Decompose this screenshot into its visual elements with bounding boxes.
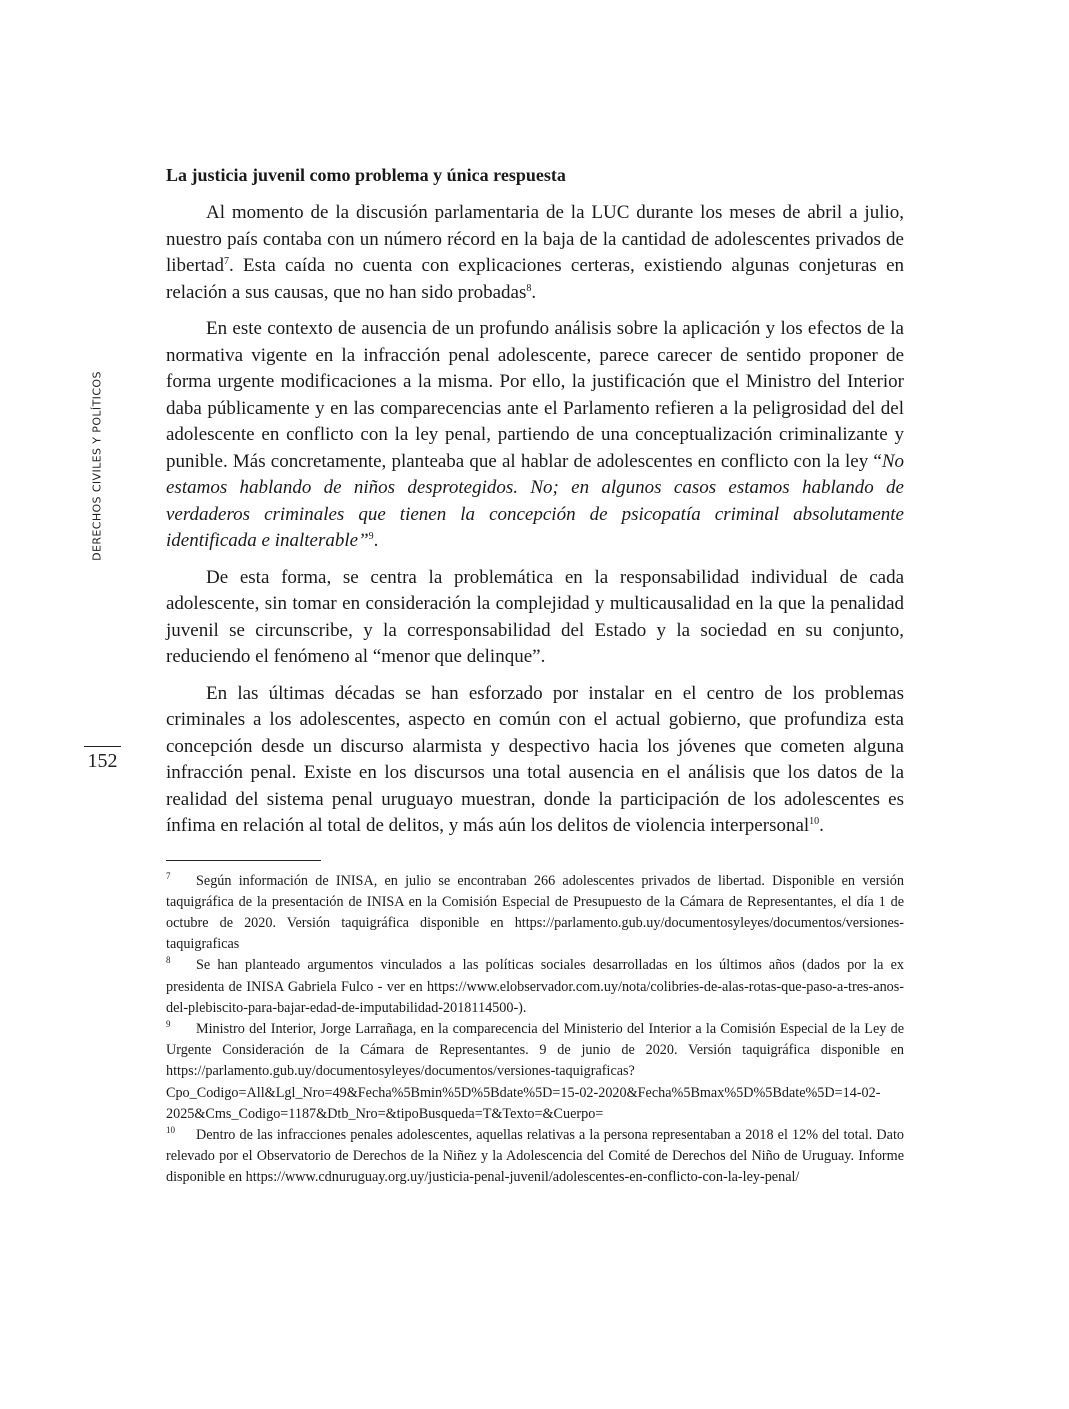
page-number-rule <box>84 746 121 747</box>
paragraph-text: De esta forma, se centra la problemática en la responsabilidad individual de cada adolescente, sin tomar en consideración la complejidad y multicausalidad en la que la penalidad juvenil se circunscribe, y la corresponsabilidad del Estado y la sociedad en su conjunto, reduciendo el fenómeno al “menor que delinque”. <box>166 566 904 667</box>
page-body <box>166 158 904 1189</box>
footnote-text: Se han planteado argumentos vinculados a las políticas sociales desarrolladas en los últimos años (dados por la ex presidenta de INISA Gabriela Fulco - ver en https://www.elobservador.com.uy/nota/colibries-de-alas-rotas-que-paso-a-tres-anos-del-plebiscito-para-bajar-edad-de-imputabilidad-2018114500-). <box>166 957 904 1016</box>
paragraph-text: . <box>819 815 824 836</box>
footnote-ref-9[interactable]: 9 <box>368 531 374 542</box>
paragraph-text: En las últimas décadas se han esforzado por instalar en el centro de los problemas criminales a los adolescentes, aspecto en común con el actual gobierno, que profundiza esta concepción desde un discurso alarmista y despectivo hacia los jóvenes que cometen alguna infracción penal. Existe en los discursos una total ausencia en el análisis que los datos de la realidad del sistema penal uruguayo muestran, donde la participación de los adolescentes es ínfima en relación al total de delitos, y más aún los delitos de violencia interpersonal <box>166 682 904 836</box>
page-number: 152 <box>87 750 118 772</box>
footnote-text: Dentro de las infracciones penales adolescentes, aquellas relativas a la persona representaban a 2018 el 12% del total. Dato relevado por el Observatorio de Derechos de la Niñez y la Adolescencia del Comité de Derechos del Niño de Uruguay. Informe disponible en https://www.cdnuruguay.org.uy/justicia-penal-juvenil/adolescentes-en-conflicto-con-la-ley-penal/ <box>166 1126 904 1186</box>
footnote-9: 9 Ministro del Interior, Jorge Larrañaga, en la comparecencia del Ministerio del Interior a la Comisión Especial de la Ley de Urgente Consideración de la Cámara de Representantes. 9 de junio de 2020. Versión taquigráfica disponible en https://parlamento.gub.uy/documentosyleyes/documentos/versiones-taquigraficas?Cpo_Codigo=All&Lgl_Nro=49&Fecha%5Bmin%5D%5Bdate%5D=15-02-2020&Fecha%5Bmax%5D%5Bdate%5D=14-02-2025&Cms_Codigo=1187&Dtb_Nro=&tipoBusqueda=T&Texto=&Cuerpo= <box>166 1018 904 1122</box>
paragraph-3 <box>166 565 904 671</box>
footnote-ref-7[interactable]: 7 <box>224 256 230 267</box>
quoted-statement: No estamos hablando de niños desprotegidos. No; en algunos casos estamos hablando de verdaderos criminales que tienen la concepción de psicopatía criminal absolutamente identificada e inalterable” <box>166 450 904 551</box>
footnote-10: 10 Dentro de las infracciones penales adolescentes, aquellas relativas a la persona representaban a 2018 el 12% del total. Dato relevado por el Observatorio de Derechos de la Niñez y la Adolescencia del Comité de Derechos del Niño de Uruguay. Informe disponible en https://www.cdnuruguay.org.uy/justicia-penal-juvenil/adolescentes-en-conflicto-con-la-ley-penal/ <box>166 1124 904 1186</box>
paragraph-2 <box>166 316 904 555</box>
section-heading: La justicia juvenil como problema y única respuesta <box>166 165 566 185</box>
paragraph-text: . <box>531 281 537 303</box>
footnote-text: Ministro del Interior, Jorge Larrañaga, en la comparecencia del Ministerio del Interior a la Comisión Especial de la Ley de Urgente Consideración de la Cámara de Representantes. 9 de junio de 2020. Versión taquigráfica disponible en https://parlamento.gub.uy/documentosyleyes/documentos/versiones-taquigraficas?Cpo_Codigo=All&Lgl_Nro=49&Fecha%5Bmin%5D%5Bdate%5D=15-02-2020&Fecha%5Bmax%5D%5Bdate%5D=14-02-2025&Cms_Codigo=1187&Dtb_Nro=&tipoBusqueda=T&Texto=&Cuerpo= <box>166 1020 904 1122</box>
footnote-8: 8 Se han planteado argumentos vinculados a las políticas sociales desarrolladas en los últimos años (dados por la ex presidenta de INISA Gabriela Fulco - ver en https://www.elobservador.com.uy/nota/colibries-de-alas-rotas-que-paso-a-tres-anos-del-plebiscito-para-bajar-edad-de-imputabilidad-2018114500-). <box>166 955 904 1016</box>
paragraph-text: En este contexto de ausencia de un profundo análisis sobre la aplicación y los efectos de la normativa vigente en la infracción penal adolescente, parece carecer de sentido proponer de forma urgente modificaciones a la misma. Por ello, la justificación que el Ministro del Interior daba públicamente y en las comparecencias ante el Parlamento refieren a la peligrosidad del del adolescente en conflicto con la ley penal, partiendo de una conceptualización criminalizante y punible. Más concretamente, planteaba que al hablar de adolescentes en conflicto con la ley “ <box>166 318 904 472</box>
footnote-ref-8[interactable]: 8 <box>526 282 532 294</box>
footnote-ref-10[interactable]: 10 <box>809 816 820 827</box>
footnote-7: 7 Según información de INISA, en julio se encontraban 266 adolescentes privados de libertad. Disponible en versión taquigráfica de la presentación de INISA en la Comisión Especial de Presupuesto de la Cámara de Representantes, el día 1 de octubre de 2020. Versión taquigráfica disponible en https://parlamento.gub.uy/documentosyleyes/documentos/versiones-taquigraficas <box>166 870 904 953</box>
footnote-separator <box>166 860 321 861</box>
paragraph-text: . Esta caída no cuenta con explicaciones certeras, existiendo algunas conjeturas en relación a sus causas, que no han sido probadas <box>166 255 904 303</box>
running-header: DERECHOS CIVILES Y POLÍTICOS <box>90 371 104 561</box>
paragraph-1 <box>166 200 904 306</box>
paragraph-text: Al momento de la discusión parlamentaria de la LUC durante los meses de abril a julio, nuestro país contaba con un número récord en la baja de la cantidad de adolescentes privados de libertad <box>166 202 904 276</box>
paragraph-4 <box>166 681 904 840</box>
footnote-text: Según información de INISA, en julio se encontraban 266 adolescentes privados de libertad. Disponible en versión taquigráfica de la presentación de INISA en la Comisión Especial de Presupuesto de la Cámara de Representantes, el día 1 de octubre de 2020. Versión taquigráfica disponible en https://parlamento.gub.uy/documentosyleyes/documentos/versiones-taquigraficas <box>166 872 904 953</box>
paragraph-text: . <box>373 530 379 551</box>
